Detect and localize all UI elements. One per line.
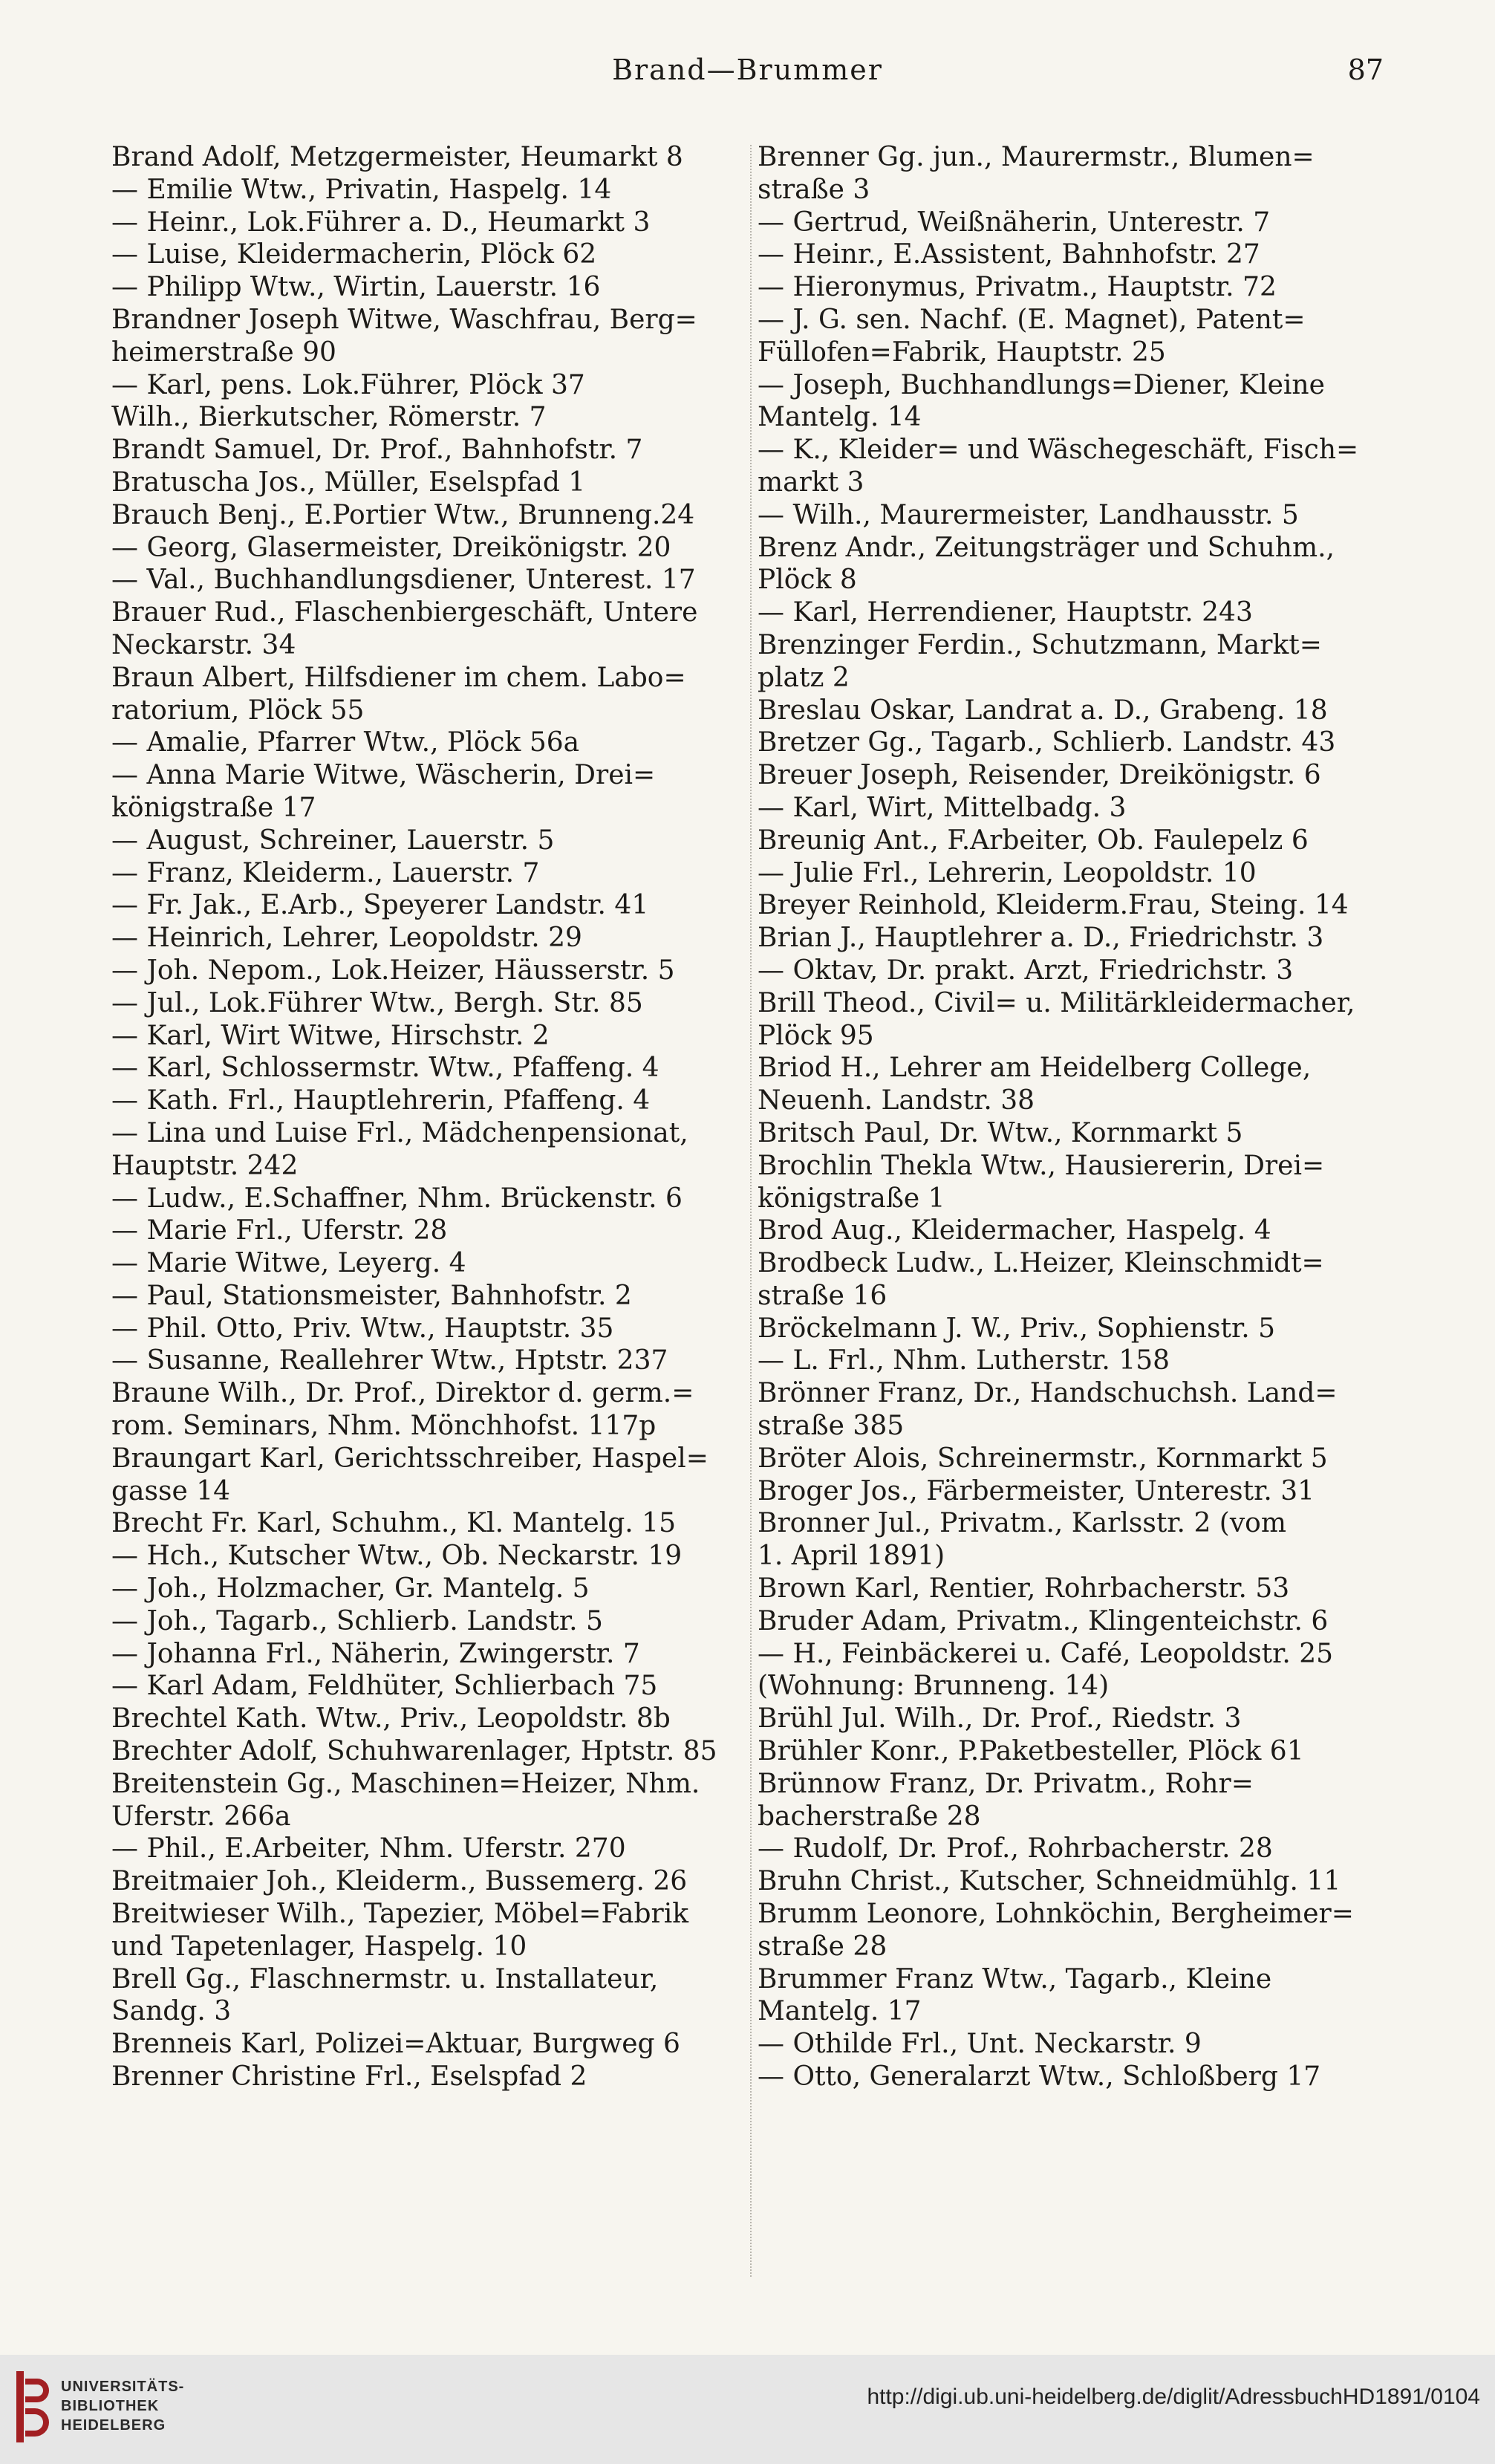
directory-entry: 1. April 1891) [758, 1541, 945, 1572]
directory-entry: Bretzer Gg., Tagarb., Schlierb. Landstr. 43 [758, 727, 1336, 758]
directory-entry: Brauch Benj., E.Portier Wtw., Brunneng.24 [111, 499, 695, 530]
directory-entry: Brand Adolf, Metzgermeister, Heumarkt 8 [111, 142, 683, 172]
directory-entry: — Karl, Schlossermstr. Wtw., Pfaffeng. 4 [111, 1053, 659, 1084]
directory-entry: Brumm Leonore, Lohnköchin, Bergheimer= [758, 1899, 1354, 1930]
column-divider [750, 145, 752, 2277]
directory-entry: — Franz, Kleiderm., Lauerstr. 7 [111, 857, 540, 888]
directory-entry: — Susanne, Reallehrer Wtw., Hptstr. 237 [111, 1345, 668, 1376]
directory-entry: Brühl Jul. Wilh., Dr. Prof., Riedstr. 3 [758, 1703, 1242, 1735]
directory-entry: Braungart Karl, Gerichtsschreiber, Haspel= [111, 1443, 709, 1474]
directory-entry: — Val., Buchhandlungsdiener, Unterest. 17 [111, 565, 696, 596]
directory-entry: Bröckelmann J. W., Priv., Sophienstr. 5 [758, 1313, 1276, 1344]
directory-entry: — Luise, Kleidermacherin, Plöck 62 [111, 239, 597, 270]
directory-entry: — Johanna Frl., Näherin, Zwingerstr. 7 [111, 1638, 640, 1669]
directory-entry: (Wohnung: Brunneng. 14) [758, 1671, 1110, 1702]
directory-entry: königstraße 1 [758, 1183, 945, 1214]
directory-entry: Füllofen=Fabrik, Hauptstr. 25 [758, 337, 1166, 368]
directory-entry: — Paul, Stationsmeister, Bahnhofstr. 2 [111, 1280, 632, 1311]
page-number: 87 [1347, 53, 1384, 86]
logo-line-1: UNIVERSITÄTS- [61, 2379, 185, 2395]
source-url-link[interactable]: http://digi.ub.uni-heidelberg.de/diglit/AdressbuchHD1891/0104 [867, 2385, 1480, 2409]
directory-entry: Braune Wilh., Dr. Prof., Direktor d. germ.= [111, 1378, 694, 1409]
directory-entry: — Emilie Wtw., Privatin, Haspelg. 14 [111, 174, 612, 205]
directory-entry: Plöck 8 [758, 565, 857, 596]
directory-entry: — Othilde Frl., Unt. Neckarstr. 9 [758, 2029, 1202, 2060]
directory-entry: — J. G. sen. Nachf. (E. Magnet), Patent= [758, 304, 1306, 335]
directory-entry: straße 3 [758, 174, 870, 205]
directory-entry: Wilh., Bierkutscher, Römerstr. 7 [111, 402, 547, 433]
directory-entry: — Joh., Tagarb., Schlierb. Landstr. 5 [111, 1605, 603, 1636]
footer-bar [0, 2355, 1495, 2464]
directory-entry: königstraße 17 [111, 792, 316, 823]
directory-entry: Brenneis Karl, Polizei=Aktuar, Burgweg 6 [111, 2029, 680, 2060]
directory-entry: Sandg. 3 [111, 1996, 232, 2027]
directory-entry: — Hch., Kutscher Wtw., Ob. Neckarstr. 19 [111, 1541, 683, 1572]
directory-entry: Brühler Konr., P.Paketbesteller, Plöck 61 [758, 1736, 1304, 1767]
directory-entry: Brenner Gg. jun., Maurermstr., Blumen= [758, 142, 1315, 172]
directory-entry: — Karl, Wirt Witwe, Hirschstr. 2 [111, 1020, 550, 1051]
directory-entry: Brandt Samuel, Dr. Prof., Bahnhofstr. 7 [111, 435, 643, 466]
directory-entry: — Karl, Wirt, Mittelbadg. 3 [758, 792, 1127, 823]
directory-entry: — Gertrud, Weißnäherin, Unterestr. 7 [758, 207, 1271, 238]
directory-entry: — H., Feinbäckerei u. Café, Leopoldstr. 25 [758, 1638, 1334, 1669]
directory-entry: Breuer Joseph, Reisender, Dreikönigstr. 6 [758, 760, 1321, 791]
directory-entry: Plöck 95 [758, 1020, 874, 1051]
directory-entry: Brian J., Hauptlehrer a. D., Friedrichstr. 3 [758, 923, 1324, 954]
directory-entry: — Joh. Nepom., Lok.Heizer, Häusserstr. 5 [111, 955, 675, 986]
directory-entry: — Julie Frl., Lehrerin, Leopoldstr. 10 [758, 857, 1257, 888]
directory-entry: platz 2 [758, 662, 850, 693]
directory-entry: Bruder Adam, Privatm., Klingenteichstr. 6 [758, 1605, 1329, 1636]
directory-entry: Mantelg. 17 [758, 1996, 922, 2027]
directory-entry: Brechtel Kath. Wtw., Priv., Leopoldstr. 8b [111, 1703, 671, 1735]
directory-entry: — Philipp Wtw., Wirtin, Lauerstr. 16 [111, 272, 601, 303]
directory-entry: Breslau Oskar, Landrat a. D., Grabeng. 18 [758, 695, 1328, 726]
directory-entry: Neckarstr. 34 [111, 629, 296, 660]
directory-entry: rom. Seminars, Nhm. Mönchhofst. 117p [111, 1411, 657, 1442]
directory-entry: gasse 14 [111, 1475, 231, 1506]
directory-entry: — Georg, Glasermeister, Dreikönigstr. 20 [111, 532, 671, 563]
directory-entry: Brell Gg., Flaschnermstr. u. Installateur, [111, 1963, 659, 1995]
directory-entry: Brauer Rud., Flaschenbiergeschäft, Untere [111, 597, 698, 628]
directory-entry: — Jul., Lok.Führer Wtw., Bergh. Str. 85 [111, 987, 643, 1018]
directory-entry: Brecht Fr. Karl, Schuhm., Kl. Mantelg. 15 [111, 1508, 676, 1539]
directory-entry: Brönner Franz, Dr., Handschuchsh. Land= [758, 1378, 1338, 1409]
directory-entry: — August, Schreiner, Lauerstr. 5 [111, 825, 555, 856]
directory-entry: Brown Karl, Rentier, Rohrbacherstr. 53 [758, 1573, 1290, 1605]
left-column [111, 141, 743, 2093]
directory-entry: Britsch Paul, Dr. Wtw., Kornmarkt 5 [758, 1117, 1243, 1148]
directory-entry: — Rudolf, Dr. Prof., Rohrbacherstr. 28 [758, 1833, 1273, 1865]
directory-entry: — Amalie, Pfarrer Wtw., Plöck 56a [111, 727, 580, 758]
directory-entry: Bronner Jul., Privatm., Karlsstr. 2 (vom [758, 1508, 1286, 1539]
directory-entry: Breunig Ant., F.Arbeiter, Ob. Faulepelz 6 [758, 825, 1309, 856]
directory-entry: Breitwieser Wilh., Tapezier, Möbel=Fabrik [111, 1899, 689, 1930]
logo-line-2: BIBLIOTHEK [61, 2398, 160, 2414]
university-library-logo-icon[interactable] [16, 2371, 52, 2442]
directory-entry: — Otto, Generalarzt Wtw., Schloßberg 17 [758, 2061, 1321, 2093]
directory-entry: — Hieronymus, Privatm., Hauptstr. 72 [758, 272, 1277, 303]
directory-entry: — Karl, Herrendiener, Hauptstr. 243 [758, 597, 1253, 628]
directory-entry: Uferstr. 266a [111, 1801, 291, 1832]
directory-entry: Breitenstein Gg., Maschinen=Heizer, Nhm. [111, 1768, 700, 1799]
library-logo-text[interactable] [61, 2377, 184, 2435]
running-head: Brand—Brummer [612, 53, 883, 86]
directory-entry: Breitmaier Joh., Kleiderm., Bussemerg. 26 [111, 1866, 688, 1897]
directory-entry: — Ludw., E.Schaffner, Nhm. Brückenstr. 6 [111, 1183, 683, 1214]
directory-entry: Mantelg. 14 [758, 402, 922, 433]
directory-entry: Brenner Christine Frl., Eselspfad 2 [111, 2061, 587, 2093]
directory-entry: heimerstraße 90 [111, 337, 336, 368]
directory-entry: markt 3 [758, 467, 864, 498]
directory-entry: Brochlin Thekla Wtw., Hausiererin, Drei= [758, 1150, 1325, 1181]
directory-entry: Brenzinger Ferdin., Schutzmann, Markt= [758, 629, 1322, 660]
directory-entry: — Karl Adam, Feldhüter, Schlierbach 75 [111, 1671, 658, 1702]
right-column [758, 141, 1389, 2093]
directory-entry: Bratuscha Jos., Müller, Eselspfad 1 [111, 467, 586, 498]
page-header [0, 53, 1495, 105]
directory-entry: Broger Jos., Färbermeister, Unterestr. 31 [758, 1475, 1315, 1506]
directory-entry: — Fr. Jak., E.Arb., Speyerer Landstr. 41 [111, 890, 649, 921]
directory-entry: — Heinrich, Lehrer, Leopoldstr. 29 [111, 923, 582, 954]
directory-entry: — Lina und Luise Frl., Mädchenpensionat, [111, 1117, 688, 1148]
directory-entry: Briod H., Lehrer am Heidelberg College, [758, 1053, 1312, 1084]
directory-entry: Hauptstr. 242 [111, 1150, 299, 1181]
directory-entry: Neuenh. Landstr. 38 [758, 1085, 1035, 1116]
directory-entry: Brummer Franz Wtw., Tagarb., Kleine [758, 1963, 1272, 1995]
directory-entry: Braun Albert, Hilfsdiener im chem. Labo= [111, 662, 686, 693]
directory-entry: — Kath. Frl., Hauptlehrerin, Pfaffeng. 4 [111, 1085, 651, 1116]
directory-entry: — Oktav, Dr. prakt. Arzt, Friedrichstr. 3 [758, 955, 1294, 986]
directory-entry: — Anna Marie Witwe, Wäscherin, Drei= [111, 760, 656, 791]
directory-entry: Breyer Reinhold, Kleiderm.Frau, Steing. 14 [758, 890, 1349, 921]
directory-entry: — Phil., E.Arbeiter, Nhm. Uferstr. 270 [111, 1833, 626, 1865]
directory-entry: — Heinr., Lok.Führer a. D., Heumarkt 3 [111, 207, 651, 238]
directory-entry: Brandner Joseph Witwe, Waschfrau, Berg= [111, 304, 697, 335]
directory-entry: straße 16 [758, 1280, 887, 1311]
directory-entry: Brodbeck Ludw., L.Heizer, Kleinschmidt= [758, 1248, 1324, 1279]
directory-entry: ratorium, Plöck 55 [111, 695, 365, 726]
directory-entry: bacherstraße 28 [758, 1801, 981, 1832]
directory-entry: — Joseph, Buchhandlungs=Diener, Kleine [758, 369, 1325, 400]
directory-entry: Bröter Alois, Schreinermstr., Kornmarkt 5 [758, 1443, 1328, 1474]
logo-line-3: HEIDELBERG [61, 2417, 166, 2434]
directory-entry: Brill Theod., Civil= u. Militärkleidermacher, [758, 987, 1355, 1018]
directory-entry: straße 28 [758, 1931, 887, 1962]
directory-entry: straße 385 [758, 1411, 905, 1442]
directory-entry: Brod Aug., Kleidermacher, Haspelg. 4 [758, 1215, 1271, 1246]
directory-entry: — Heinr., E.Assistent, Bahnhofstr. 27 [758, 239, 1260, 270]
directory-entry: — L. Frl., Nhm. Lutherstr. 158 [758, 1345, 1170, 1376]
directory-entry: — Marie Frl., Uferstr. 28 [111, 1215, 448, 1246]
directory-entry: Brünnow Franz, Dr. Privatm., Rohr= [758, 1768, 1254, 1799]
directory-entry: — K., Kleider= und Wäschegeschäft, Fisch= [758, 435, 1359, 466]
directory-entry: — Marie Witwe, Leyerg. 4 [111, 1248, 466, 1279]
directory-entry: — Karl, pens. Lok.Führer, Plöck 37 [111, 369, 585, 400]
directory-entry: und Tapetenlager, Haspelg. 10 [111, 1931, 527, 1962]
directory-entry: Brenz Andr., Zeitungsträger und Schuhm., [758, 532, 1335, 563]
directory-entry: — Phil. Otto, Priv. Wtw., Hauptstr. 35 [111, 1313, 614, 1344]
directory-entry: Bruhn Christ., Kutscher, Schneidmühlg. 11 [758, 1866, 1341, 1897]
directory-entry: — Wilh., Maurermeister, Landhausstr. 5 [758, 499, 1299, 530]
directory-entry: — Joh., Holzmacher, Gr. Mantelg. 5 [111, 1573, 590, 1605]
directory-entry: Brechter Adolf, Schuhwarenlager, Hptstr. 85 [111, 1736, 717, 1767]
